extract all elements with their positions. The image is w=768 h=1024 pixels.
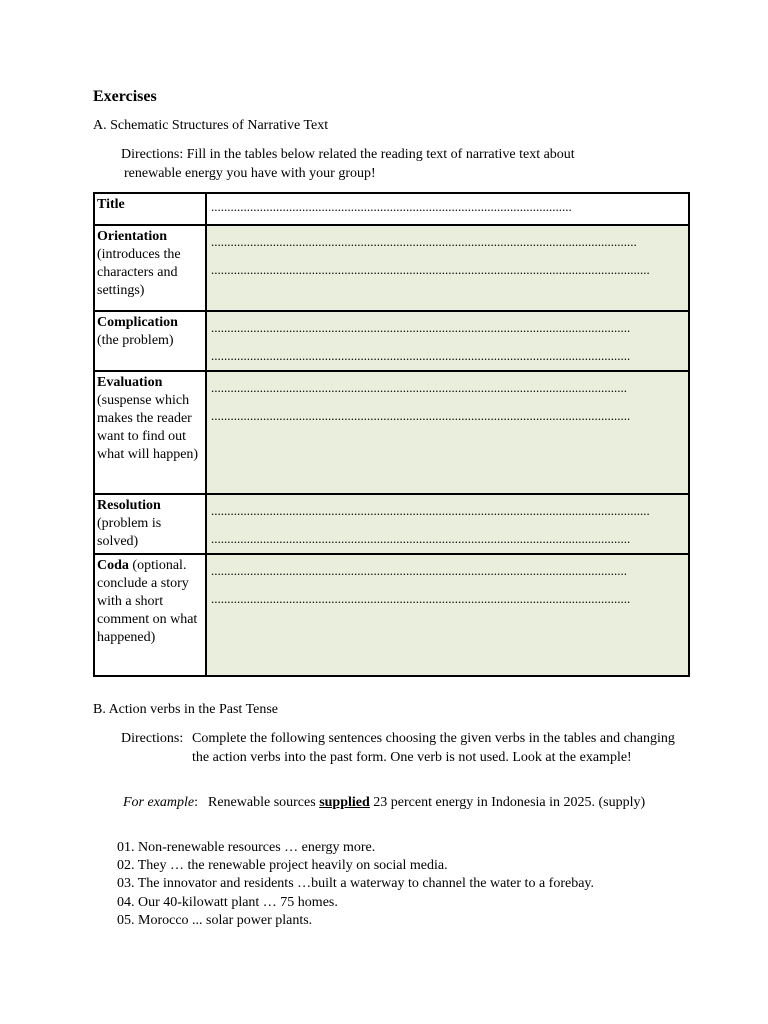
section-a-directions-line1: Directions: Fill in the tables below related the reading text of narrative text about: [121, 147, 575, 162]
row-label: [94, 494, 206, 554]
row-label-bold: Evaluation: [97, 375, 163, 390]
answer-line[interactable]: ................................................................................................................................: [211, 380, 627, 395]
answer-line[interactable]: ...............................................................................................................: [211, 199, 572, 214]
row-label-desc: (the problem): [97, 333, 174, 348]
answer-cell[interactable]: [206, 225, 689, 311]
answer-line[interactable]: .................................................................................................................................: [211, 408, 631, 423]
answer-line[interactable]: .................................................................................................................................: [211, 531, 631, 546]
answer-line[interactable]: .................................................................................................................................: [211, 591, 631, 606]
row-label-desc: (problem is solved): [97, 516, 162, 549]
list-item: 01. Non-renewable resources … energy more.: [117, 840, 376, 855]
section-b-directions: [121, 729, 681, 767]
example-verb: supplied: [319, 795, 370, 810]
table-row: [94, 494, 689, 554]
table-row: [94, 225, 689, 311]
row-label: [94, 225, 206, 311]
section-b-title: B. Action verbs in the Past Tense: [93, 702, 279, 717]
row-label-bold: Orientation: [97, 229, 167, 244]
answer-line[interactable]: ...................................................................................................................................: [211, 234, 637, 249]
table-row: [94, 554, 689, 676]
row-label-bold: Title: [97, 197, 125, 212]
answer-line[interactable]: .......................................................................................................................................: [211, 262, 650, 277]
row-label: [94, 371, 206, 494]
answer-line[interactable]: .................................................................................................................................: [211, 348, 631, 363]
table-row: [94, 311, 689, 371]
list-item: 02. They … the renewable project heavily on social media.: [117, 858, 448, 874]
answer-cell[interactable]: [206, 494, 689, 554]
answer-cell[interactable]: [206, 311, 689, 371]
example-text-before: Renewable sources: [208, 795, 320, 810]
row-label: [94, 311, 206, 371]
row-label: [94, 193, 206, 225]
answer-line[interactable]: .......................................................................................................................................: [211, 503, 650, 518]
answer-cell[interactable]: [206, 554, 689, 676]
table-row: [94, 371, 689, 494]
example-label: For example: [123, 795, 195, 810]
list-item: 04. Our 40-kilowatt plant … 75 homes.: [117, 894, 338, 910]
list-item: 03. The innovator and residents …built a waterway to channel the water to a forebay.: [117, 876, 595, 892]
section-a-directions-line2: renewable energy you have with your group!: [124, 166, 376, 181]
narrative-structure-table: [93, 192, 690, 677]
list-item: 05. Morocco ... solar power plants.: [117, 912, 313, 928]
section-a-title: A. Schematic Structures of Narrative Text: [93, 118, 329, 133]
answer-line[interactable]: ................................................................................................................................: [211, 563, 627, 578]
row-label: [94, 554, 206, 676]
row-label-bold: Complication: [97, 315, 178, 330]
table-row: [94, 193, 689, 225]
exercise-list: [117, 839, 594, 930]
row-label-bold: Resolution: [97, 498, 161, 513]
page-heading: Exercises: [93, 88, 157, 105]
example-text-after: 23 percent energy in Indonesia in 2025. (supply): [369, 795, 646, 810]
row-label-desc: (optional. conclude a story with a short comment on what happened): [97, 558, 198, 645]
answer-line[interactable]: .................................................................................................................................: [211, 320, 631, 335]
row-label-desc: (suspense which makes the reader want to find out what will happen): [97, 393, 199, 462]
directions-label: Directions:: [121, 731, 184, 746]
answer-cell[interactable]: [206, 371, 689, 494]
example-sentence: For example: Renewable sources supplied 23 percent energy in Indonesia in 2025. (supply): [123, 795, 646, 810]
directions-text: Complete the following sentences choosing the given verbs in the tables and changing the action verbs into the past form. One verb is not used. Look at the example!: [192, 731, 675, 765]
row-label-desc: (introduces the characters and settings): [97, 247, 181, 298]
answer-cell[interactable]: [206, 193, 689, 225]
row-label-bold: Coda: [97, 558, 129, 573]
